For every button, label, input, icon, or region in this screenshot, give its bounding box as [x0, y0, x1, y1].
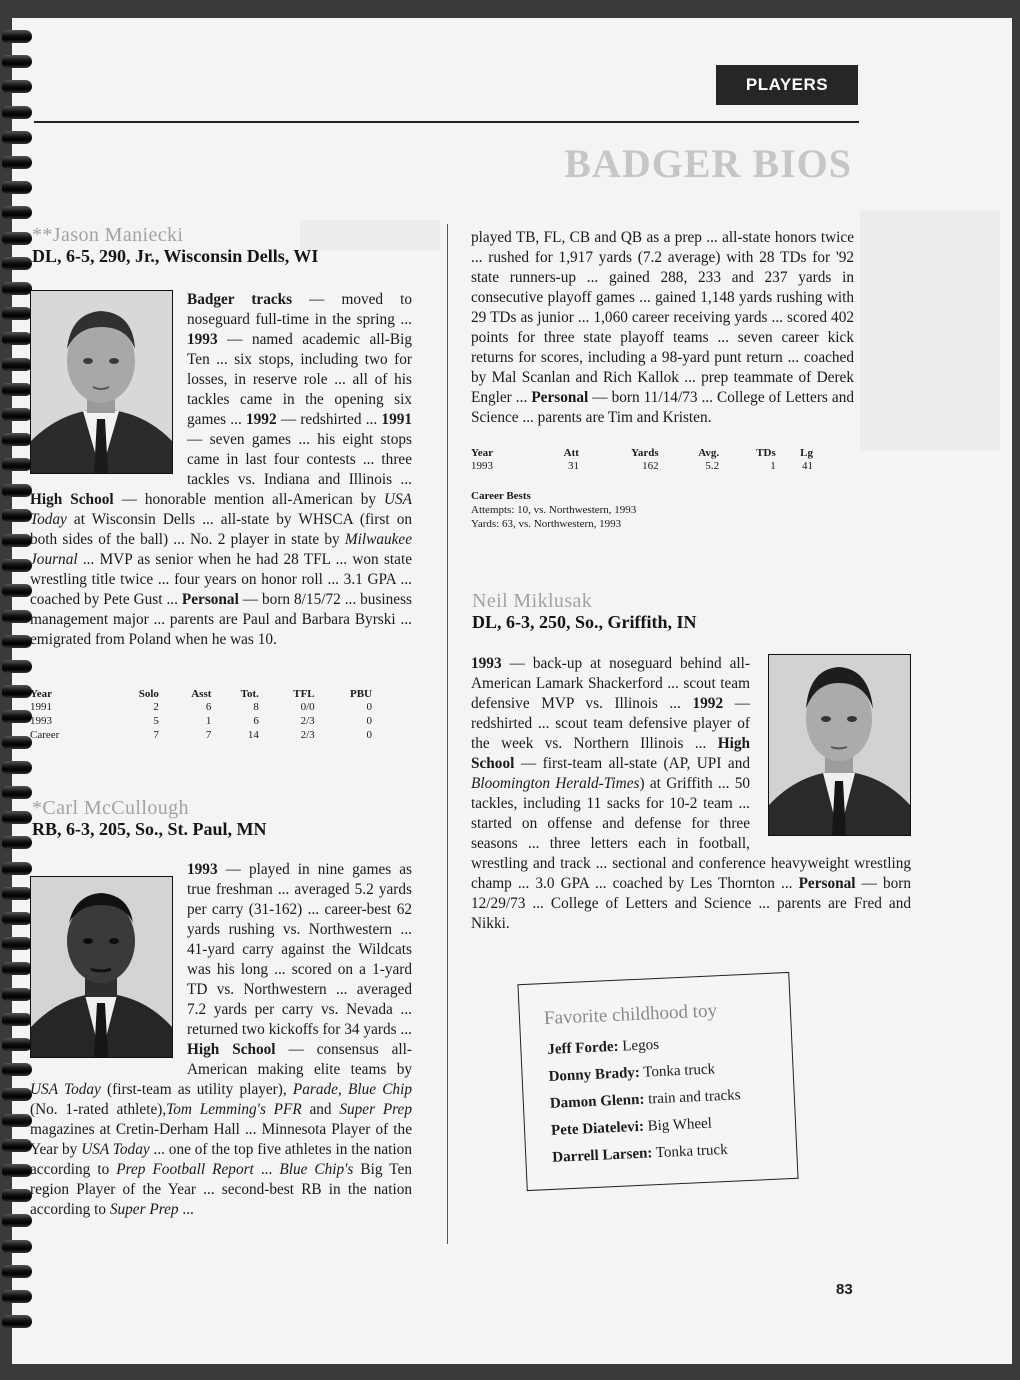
player-bio [30, 860, 412, 1220]
bio-text: ... one of the top five athletes in the nation according to [30, 1141, 412, 1178]
binding-ring [2, 30, 32, 43]
bio-heading: High School [187, 1041, 276, 1058]
bio-text: and [301, 1101, 340, 1118]
stats-cell: 1993 [30, 715, 52, 727]
binding-ring [2, 55, 32, 68]
header-rule [34, 121, 859, 123]
binding-ring [2, 836, 32, 849]
stats-cell: 1993 [471, 460, 493, 472]
career-bests [471, 489, 636, 531]
stats-row [471, 459, 813, 473]
stats-table [30, 688, 372, 742]
toy-entry [548, 1058, 793, 1086]
binding-ring [2, 912, 32, 925]
stats-cell: 2/3 [300, 729, 315, 741]
stats-cell: 0/0 [300, 701, 315, 713]
bio-heading: Personal [531, 389, 589, 406]
toy-entry-name: Donny Brady: [548, 1064, 641, 1085]
bio-text: (No. 1-rated athlete), [30, 1101, 167, 1118]
binding-ring [2, 131, 32, 144]
stats-table [471, 447, 813, 473]
binding-ring [2, 811, 32, 824]
binding-ring [2, 1164, 32, 1177]
binding-ring [2, 1038, 32, 1051]
stats-header-row [471, 447, 813, 459]
toy-entry-toy: Big Wheel [647, 1115, 713, 1135]
binding-ring [2, 1088, 32, 1101]
binding-ring [2, 206, 32, 219]
binding-ring [2, 1139, 32, 1152]
player-name: **Jason Maniecki [32, 224, 184, 246]
toy-entry-name: Damon Glenn: [549, 1091, 645, 1112]
stats-column-header: Att [563, 447, 579, 459]
bio-publication: Parade, Blue Chip [292, 1081, 412, 1098]
stats-column-header: Avg. [698, 447, 720, 459]
bio-text: — born 8/15/72 ... business management major ... parents are Paul and Barbara Byrski ... emigrated from Poland when he was 10. [30, 591, 412, 648]
binding-ring [2, 307, 32, 320]
player-portrait-icon [30, 290, 173, 474]
bio-text: played TB, FL, CB and QB as a prep ... all-state honors twice ... rushed for 1,917 yards (7.2 average) with 28 TDs for '92 state runners-up ... gained 288, 233 and 237 yards in consecutive playoff games ... gained 1,148 yards rushing with 29 TDs as junior ... 1,060 career receiving yards ... scored 402 points for three state playoff teams ... seven career kick returns for scores, including a 98-yard punt return ... coached by Mal Scanlan and Rich Kallok ... prep teammate of Derek Engler ... [471, 229, 854, 406]
stats-cell: 162 [642, 460, 659, 472]
binding-ring [2, 332, 32, 345]
bio-publication: Blue Chip's [279, 1161, 354, 1178]
stats-cell: 7 [153, 729, 159, 741]
stats-column-header: Asst [191, 688, 212, 700]
toy-list [521, 1031, 796, 1168]
bio-year: 1993 [187, 861, 218, 878]
stats-column-header: Tot. [240, 688, 259, 700]
stats-row [30, 700, 372, 714]
toy-entry-toy: Tonka truck [655, 1141, 728, 1162]
stats-cell: 7 [205, 729, 212, 741]
binding-ring [2, 610, 32, 623]
binding-ring [2, 635, 32, 648]
bio-heading: High School [30, 491, 114, 508]
binding-ring [2, 761, 32, 774]
stats-cell: 6 [253, 715, 259, 727]
binding-ring [2, 1013, 32, 1026]
binding-ring [2, 484, 32, 497]
binding-ring [2, 660, 32, 673]
bio-text: (first-team as utility player), [100, 1081, 293, 1098]
binding-ring [2, 1214, 32, 1227]
bio-text: — redshirted ... [276, 411, 382, 428]
stats-header-row [30, 688, 372, 700]
stats-cell: 14 [247, 729, 259, 741]
bio-text: ... [178, 1201, 194, 1218]
stats-cell: 0 [366, 729, 372, 741]
column-divider [447, 224, 448, 1244]
player-name: *Carl McCullough [32, 797, 189, 819]
stats-cell: 5.2 [705, 460, 720, 472]
bio-text: ... MVP as senior when he had 28 TFL ... won state wrestling title twice ... four years on honor roll ... 3.1 GPA ... coached by Pete Gust ... [30, 551, 412, 608]
bio-year: 1992 [246, 411, 277, 428]
bio-heading: Personal [798, 875, 856, 892]
bio-year: 1993 [471, 655, 502, 672]
stats-cell: 2 [153, 701, 159, 713]
stats-cell: 0 [366, 701, 372, 713]
player-info: DL, 6-3, 250, So., Griffith, IN [472, 612, 697, 632]
stats-column-header: Year [471, 447, 493, 459]
bio-text: — honorable mention all-American by [113, 491, 384, 508]
stats-column-header: Solo [138, 688, 159, 700]
toy-entry-toy: Tonka truck [642, 1061, 716, 1081]
show-through-shadow [300, 220, 440, 250]
stats-cell: 1 [205, 715, 212, 727]
binding-ring [2, 1265, 32, 1278]
binding-ring [2, 1240, 32, 1253]
stats-row [30, 714, 372, 728]
bio-publication: USA Today [30, 1081, 101, 1098]
career-bests-title: Career Bests [471, 490, 531, 502]
binding-ring [2, 156, 32, 169]
bio-text: — back-up at noseguard behind all-American Lamark Shackerford ... scout team defensive MVP vs. Illinois ... [471, 655, 750, 712]
stats-cell: 6 [205, 701, 212, 713]
binding-ring [2, 257, 32, 270]
binding-ring [2, 1315, 32, 1328]
bio-publication: USA Today [30, 491, 413, 528]
stats-cell: 41 [802, 460, 813, 472]
binding-ring [2, 988, 32, 1001]
bio-publication: Bloomington Herald-Times [471, 775, 640, 792]
toy-entry [552, 1139, 797, 1167]
binding-ring [2, 584, 32, 597]
bio-text: — first-team all-state (AP, UPI and [514, 755, 750, 772]
bio-publication: Super Prep [109, 1201, 179, 1218]
binding-ring [2, 383, 32, 396]
stats-cell: 31 [567, 460, 579, 472]
stats-column-header: Year [30, 688, 52, 700]
players-tab: PLAYERS [716, 65, 858, 105]
bio-text: — born 12/29/73 ... College of Letters and Science ... parents are Fred and Nikki. [471, 875, 911, 932]
bio-year: 1992 [692, 695, 724, 712]
toy-entry-toy: train and tracks [647, 1087, 741, 1108]
binding-ring [2, 937, 32, 950]
binding-ring [2, 685, 32, 698]
stats-cell: 1 [770, 460, 776, 472]
bio-text: — moved to noseguard full-time in the spring ... [187, 291, 412, 328]
stats-column-header: TDs [756, 447, 776, 459]
binding-ring [2, 458, 32, 471]
binding-ring [2, 358, 32, 371]
toy-entry [547, 1031, 792, 1059]
binding-ring [2, 282, 32, 295]
career-bests-line: Attempts: 10, vs. Northwestern, 1993 [471, 504, 637, 516]
binding-ring [2, 534, 32, 547]
bio-year: 1993 [187, 331, 218, 348]
bio-publication: Tom Lemming's PFR [166, 1101, 302, 1118]
bio-text: –– played in nine games as true freshman ... averaged 5.2 yards per carry (31-162) ... career-best 62 yards rushing vs. Northwestern ... 41-yard carry against the Wildcats was his long ... scored on a 1-yard TD vs. Northwestern ... averaged 7.2 yards per carry vs. Nevada ... returned two kickoffs for 34 yards ... [187, 861, 412, 1038]
section-title: BADGER BIOS [564, 141, 852, 186]
binding-ring [2, 736, 32, 749]
bio-publication: Prep Football Report [116, 1161, 254, 1178]
sidebar-box [517, 972, 798, 1191]
stats-cell: Career [30, 729, 60, 741]
stats-cell: 5 [153, 715, 159, 727]
binding-ring [2, 887, 32, 900]
toy-entry-name: Jeff Forde: [547, 1038, 619, 1058]
bio-heading: Personal [181, 591, 239, 608]
bio-publication: Milwaukee Journal [30, 531, 412, 568]
bio-text: — redshirted ... scout team defensive player of the week vs. Northern Illinois ... [471, 695, 751, 752]
binding-ring [2, 962, 32, 975]
binding-ring [2, 80, 32, 93]
bio-text: Big Ten region Player of the Year ... second-best RB in the nation according to [30, 1161, 412, 1218]
player-portrait-icon [768, 654, 911, 836]
player-name: Neil Miklusak [472, 590, 593, 612]
binding-ring [2, 710, 32, 723]
stats-column-header: PBU [350, 688, 372, 700]
binding-ring [2, 1290, 32, 1303]
toy-entry [551, 1112, 796, 1140]
bio-text: at Wisconsin Dells ... all-state by WHSCA (first on both sides of the ball) ... No. 2 player in state by [30, 511, 412, 548]
binding-ring [2, 1063, 32, 1076]
binding-ring [2, 862, 32, 875]
player-portrait-icon [30, 876, 173, 1058]
bio-text: — consensus all-American making elite teams by [187, 1041, 412, 1078]
bio-text: ... [253, 1161, 280, 1178]
stats-cell: 8 [253, 701, 259, 713]
binding-ring [2, 181, 32, 194]
stats-column-header: Yards [631, 447, 659, 459]
binding-ring [2, 509, 32, 522]
bio-text: — born 11/14/73 ... College of Letters and Science ... parents are Tim and Kristen. [471, 389, 854, 426]
stats-column-header: TFL [293, 688, 315, 700]
stats-cell: 2/3 [300, 715, 315, 727]
binding-ring [2, 559, 32, 572]
sidebar-box-title: Favorite childhood toy [543, 1000, 718, 1030]
show-through-shadow [860, 210, 1000, 450]
binding-ring [2, 786, 32, 799]
binding-ring [2, 106, 32, 119]
page-number: 83 [836, 1281, 853, 1298]
bio-year: 1991 [381, 411, 413, 428]
bio-text: — named academic all-Big Ten ... six stops, including two for losses, in reserve role ... all of his tackles came in the opening six games ... [187, 331, 412, 428]
player-info: RB, 6-3, 205, So., St. Paul, MN [32, 819, 267, 839]
binding-ring [2, 433, 32, 446]
stats-cell: 1991 [30, 701, 52, 713]
bio-heading: High School [471, 735, 750, 772]
toy-entry-name: Pete Diatelevi: [550, 1118, 645, 1139]
stats-cell: 0 [366, 715, 372, 727]
bio-publication: USA Today [81, 1141, 150, 1158]
binding-ring [2, 232, 32, 245]
bio-text: magazines at Cretin-Derham Hall ... Minnesota Player of the Year by [30, 1121, 412, 1158]
bio-text: ) at Griffith ... 50 tackles, including 11 sacks for 10-2 team ... started on offense and defense for three seasons ... three letters each in football, wrestling and track ... sectional and conference heavyweight wrestling champ ... 3.0 GPA ... coached by Les Thornton ... [471, 775, 911, 892]
player-bio [471, 228, 854, 428]
bio-text: — seven games ... his eight stops came in last four contests ... three tackles vs. Indiana and Illinois ... [187, 431, 412, 488]
toy-entry-name: Darrell Larsen: [551, 1145, 653, 1166]
player-bio [30, 290, 412, 650]
career-bests-line: Yards: 63, vs. Northwestern, 1993 [471, 518, 622, 530]
player-bio [471, 654, 911, 934]
binding-ring [2, 1189, 32, 1202]
binding-ring [2, 1114, 32, 1127]
toy-entry [550, 1085, 795, 1113]
stats-row [30, 728, 372, 742]
toy-entry-toy: Legos [621, 1036, 660, 1055]
binding-ring [2, 408, 32, 421]
bio-heading: Badger tracks [187, 291, 293, 308]
bio-publication: Super Prep [339, 1101, 412, 1118]
player-info: DL, 6-5, 290, Jr., Wisconsin Dells, WI [32, 246, 319, 266]
stats-column-header: Lg [800, 447, 813, 459]
